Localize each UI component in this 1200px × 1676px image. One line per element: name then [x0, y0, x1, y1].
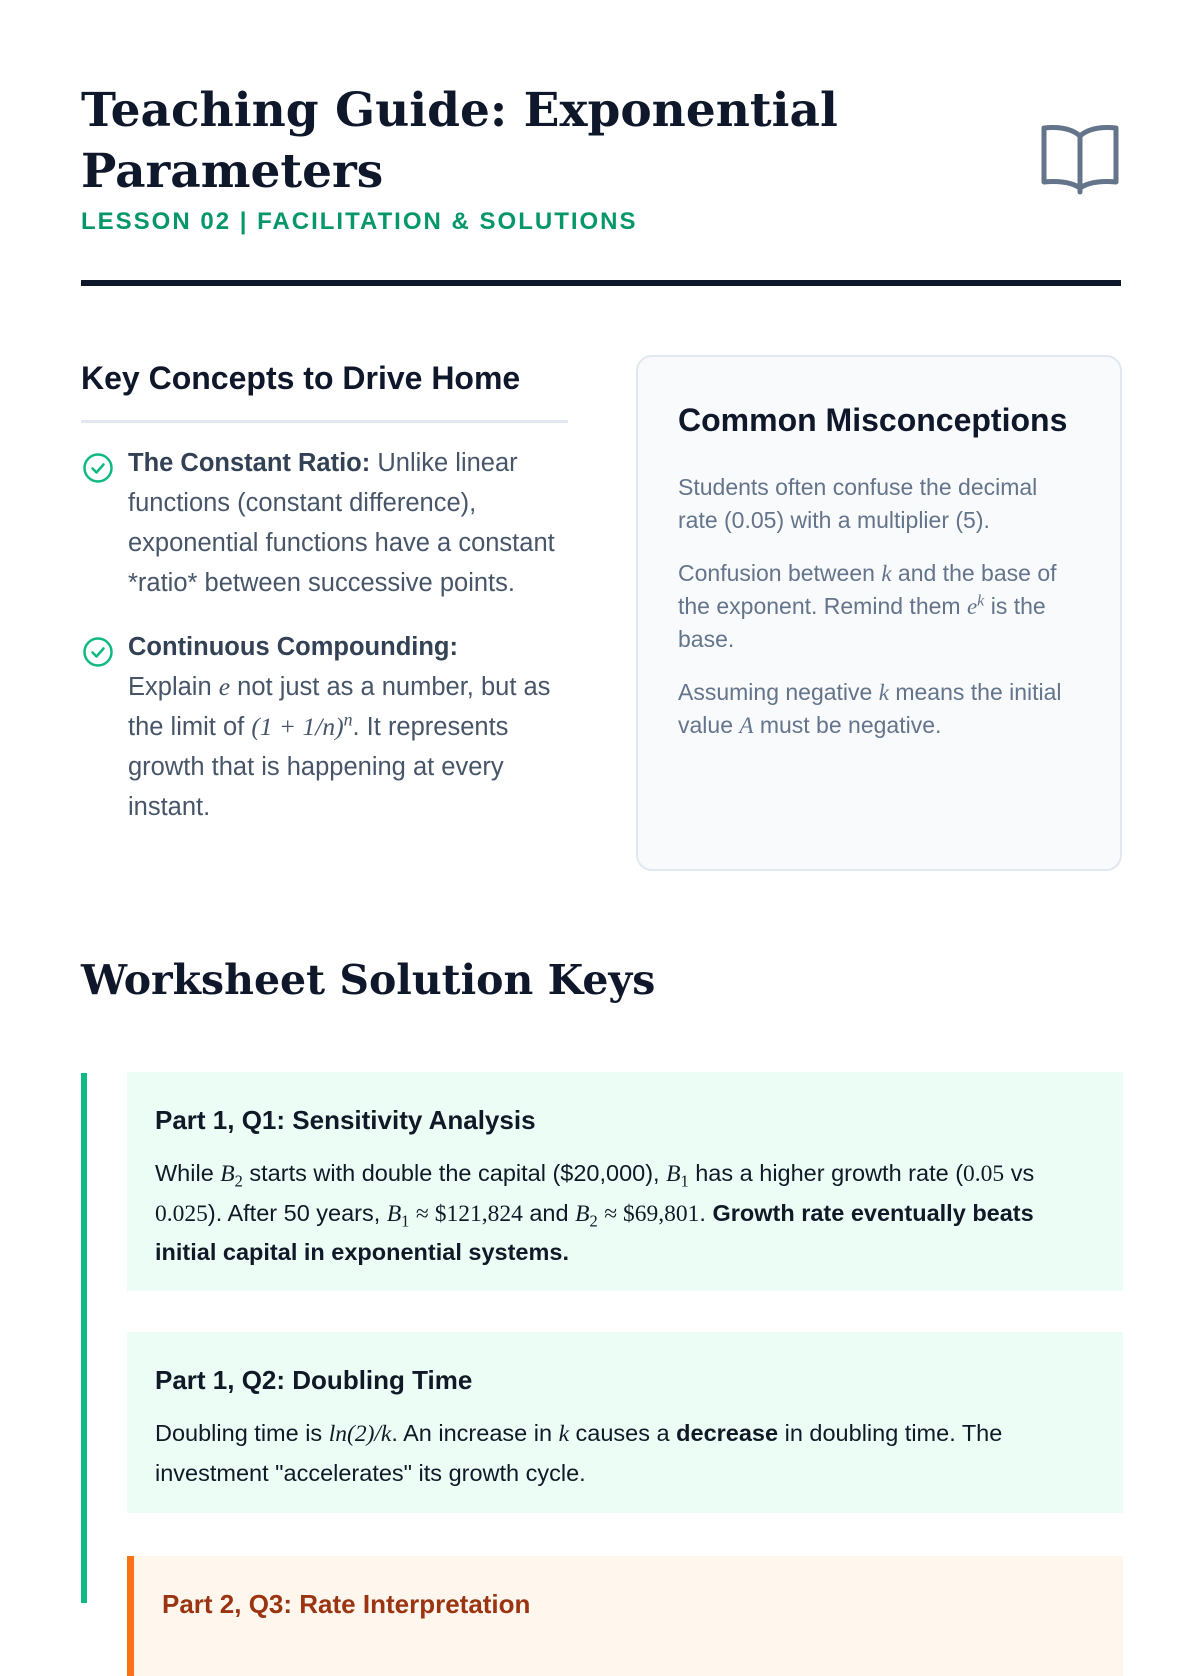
misconception-text: Assuming negative: [678, 679, 873, 705]
solution-body: [155, 1154, 1095, 1272]
solution-text: causes a: [575, 1420, 670, 1446]
worksheet-heading: Worksheet Solution Keys: [81, 956, 656, 1004]
solution-emphasis: Growth rate eventually beats initial capital in exponential systems.: [155, 1199, 1034, 1265]
math-var: B: [575, 1200, 590, 1227]
key-concepts-heading: Key Concepts to Drive Home: [81, 350, 568, 423]
page-title: Teaching Guide: Exponential Parameters: [81, 83, 838, 199]
solution-text: . An increase in: [391, 1420, 553, 1446]
math-b1: [386, 1200, 410, 1231]
concept-text: [128, 627, 568, 827]
book-open-icon: [1040, 122, 1120, 196]
math-doubling-time: ln(2)/k: [328, 1421, 392, 1447]
misconception-text: must be negative.: [759, 712, 942, 738]
math-value: ≈ $121,824: [415, 1200, 523, 1227]
header-divider: [81, 280, 1121, 286]
solution-card: [127, 1332, 1123, 1513]
concept-label: The Constant Ratio:: [128, 449, 371, 477]
math-k: k: [878, 680, 889, 705]
math-limit: [251, 709, 353, 741]
math-value: ≈ $69,801: [604, 1200, 700, 1227]
solution-card-warning: [127, 1556, 1123, 1676]
misconception-item: [678, 676, 1080, 742]
math-k: k: [558, 1421, 570, 1447]
solution-card: [127, 1072, 1123, 1291]
page-header: [81, 80, 1121, 236]
math-rate: 0.025: [155, 1200, 208, 1227]
check-circle-icon: [81, 636, 115, 668]
lesson-subtitle: LESSON 02 | FACILITATION & SOLUTIONS: [81, 208, 638, 235]
solution-emphasis: decrease: [676, 1420, 779, 1446]
misconception-text: is the base.: [678, 593, 1046, 652]
concept-label: Continuous Compounding:: [128, 633, 458, 661]
misconceptions-card: [636, 355, 1122, 871]
concept-item: [81, 627, 568, 827]
solution-text: Doubling time is: [155, 1420, 323, 1446]
concept-body: Explain: [128, 673, 212, 701]
misconception-item: [678, 557, 1080, 656]
misconceptions-heading: Common Misconceptions: [678, 402, 1068, 438]
math-k: k: [881, 561, 892, 586]
solution-text: .: [699, 1199, 706, 1226]
math-a: A: [739, 713, 754, 738]
math-var: B: [666, 1161, 681, 1187]
solution-title: Part 1, Q1: Sensitivity Analysis: [155, 1105, 536, 1135]
math-e-power-k: [967, 594, 984, 619]
solution-text: ). After 50 years,: [207, 1199, 381, 1226]
math-b1: [666, 1161, 689, 1191]
solution-text: While: [155, 1160, 214, 1186]
math-subscript: 1: [680, 1171, 689, 1191]
math-e: e: [218, 672, 231, 701]
misconception-text: means the initial value: [678, 679, 1062, 738]
misconception-text: Confusion between: [678, 560, 875, 586]
solution-text: in doubling time. The investment "accelerates" its growth cycle.: [155, 1420, 1003, 1486]
math-b2: [220, 1161, 243, 1191]
concept-body: not just as a number, but as the limit of: [128, 673, 551, 741]
concept-body: . It represents growth that is happening at every instant.: [128, 713, 509, 821]
solution-text: starts with double the capital ($20,000),: [249, 1160, 660, 1186]
math-var: B: [220, 1161, 235, 1187]
math-var: B: [386, 1200, 402, 1227]
solution-title: Part 1, Q2: Doubling Time: [155, 1365, 473, 1395]
solution-title: Part 2, Q3: Rate Interpretation: [162, 1589, 531, 1619]
solutions-accent-bar: [81, 1073, 87, 1603]
solution-text: and: [529, 1199, 569, 1226]
concept-body: Unlike linear functions (constant difference), exponential functions have a constant *ratio* between successive points.: [128, 449, 555, 597]
math-subscript: 2: [234, 1171, 243, 1191]
math-rate: 0.05: [963, 1161, 1005, 1187]
concept-text: [128, 443, 568, 603]
math-exponent: k: [977, 592, 985, 610]
limit-expression: (1 + 1/n): [251, 712, 344, 741]
math-b2: [575, 1200, 598, 1231]
check-circle-icon: [81, 452, 115, 484]
concept-item: [81, 443, 568, 603]
misconception-text: and the base of the exponent. Remind them: [678, 560, 1057, 619]
math-subscript: 1: [401, 1211, 410, 1231]
solution-text: vs: [1010, 1160, 1035, 1186]
misconception-item: Students often confuse the decimal rate (0.05) with a multiplier (5).: [678, 474, 1038, 533]
math-subscript: 2: [589, 1211, 598, 1231]
math-e: e: [966, 594, 978, 619]
solution-body: [155, 1414, 1095, 1492]
solution-text: has a higher growth rate (: [695, 1160, 964, 1186]
key-concepts-section: [81, 350, 568, 827]
limit-exponent: n: [343, 709, 353, 730]
